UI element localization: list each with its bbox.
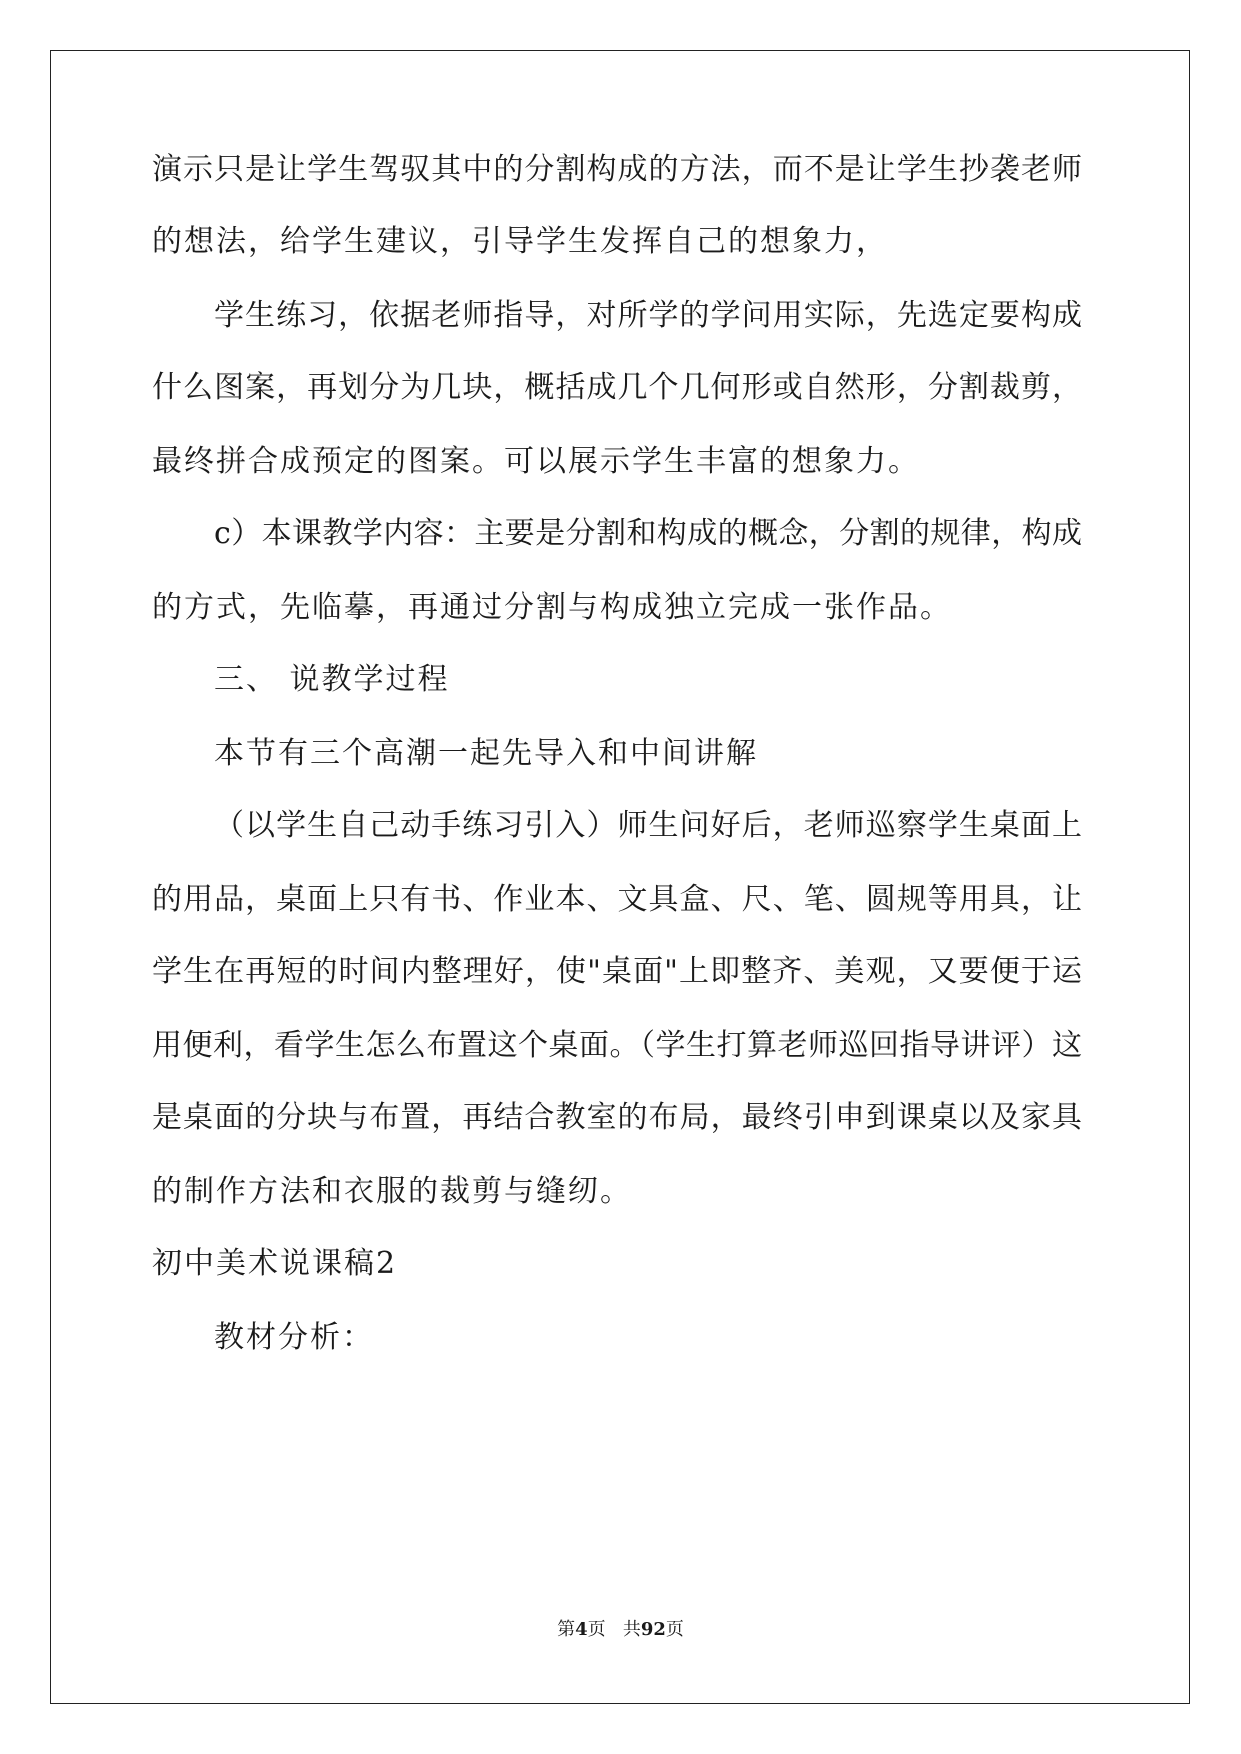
document-title: 初中美术说课稿2 <box>152 1246 398 1281</box>
page-footer <box>0 1618 1241 1642</box>
paragraph-line: 演示只是让学生驾驭其中的分割构成的方法，而不是让学生抄袭老师 <box>152 152 1082 187</box>
footer-total-unit: 页 <box>665 1619 684 1640</box>
paragraph-line: 最终拼合成预定的图案。可以展示学生丰富的想象力。 <box>152 444 920 479</box>
paragraph-line: 什么图案，再划分为几块，概括成几个几何形或自然形，分割裁剪， <box>152 370 1082 405</box>
paragraph-line: 本节有三个高潮一起先导入和中间讲解 <box>214 736 758 771</box>
paragraph-line: 的想法，给学生建议，引导学生发挥自己的想象力， <box>152 224 888 259</box>
paragraph-line: 是桌面的分块与布置，再结合教室的布局，最终引申到课桌以及家具 <box>152 1100 1082 1135</box>
paragraph-line: （以学生自己动手练习引入）师生问好后，老师巡察学生桌面上 <box>214 808 1082 843</box>
section-heading: 三、 说教学过程 <box>214 662 450 697</box>
paragraph-line: 学生练习，依据老师指导，对所学的学问用实际，先选定要构成 <box>214 298 1082 333</box>
paragraph-line: 的制作方法和衣服的裁剪与缝纫。 <box>152 1174 632 1209</box>
paragraph-line: 用便利，看学生怎么布置这个桌面。（学生打算老师巡回指导讲评）这 <box>152 1028 1082 1063</box>
paragraph-line: 学生在再短的时间内整理好，使"桌面"上即整齐、美观，又要便于运 <box>152 954 1082 989</box>
page-number: 4 <box>575 1619 588 1640</box>
section-heading: 教材分析： <box>214 1320 374 1355</box>
paragraph-line: 的用品，桌面上只有书、作业本、文具盒、尺、笔、圆规等用具，让 <box>152 882 1082 917</box>
paragraph-line: 的方式，先临摹，再通过分割与构成独立完成一张作品。 <box>152 590 952 625</box>
footer-prefix: 第 <box>557 1619 576 1640</box>
footer-total-prefix: 共 <box>622 1619 641 1640</box>
paragraph-line: c）本课教学内容：主要是分割和构成的概念，分割的规律，构成 <box>214 516 1082 551</box>
footer-page-unit: 页 <box>587 1619 606 1640</box>
total-pages: 92 <box>640 1619 666 1640</box>
